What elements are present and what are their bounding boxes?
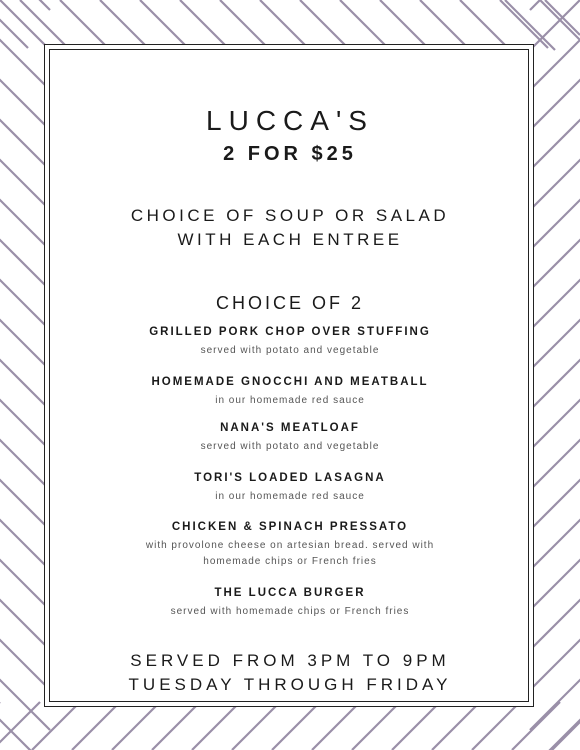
stripe [530,630,580,690]
stripe [530,70,580,130]
stripe [530,590,580,650]
menu-frame [44,44,534,707]
footer-hours: SERVED FROM 3PM TO 9PM [130,651,450,670]
stripe [0,70,50,130]
stripe [180,0,228,48]
stripe [530,230,580,290]
stripe [0,230,50,290]
stripe [0,0,50,50]
stripe [0,350,50,410]
menu-item-name: TORI'S LOADED LASAGNA [194,472,386,484]
stripe [0,630,50,690]
stripe [530,0,580,50]
stripe [530,670,580,730]
stripe [0,110,50,170]
footer-days: TUESDAY THROUGH FRIDAY [128,675,452,694]
stripe [260,0,308,48]
stripe [0,30,50,90]
stripe [512,702,560,750]
stripe [340,0,388,48]
menu-item-name: NANA'S MEATLOAF [220,422,360,434]
menu-item-name: THE LUCCA BURGER [214,587,366,599]
stripe [60,0,108,48]
stripe [112,702,160,750]
menu-item-desc: homemade chips or French fries [203,556,377,567]
menu-item-desc: served with potato and vegetable [200,441,380,452]
menu-item-desc: in our homemade red sauce [215,395,365,406]
restaurant-title: LUCCA'S [206,105,374,136]
menu-content [45,45,535,708]
stripe [530,550,580,610]
stripe [530,270,580,330]
stripe [0,470,50,530]
stripe [530,510,580,570]
menu-item-desc: served with potato and vegetable [200,345,380,356]
subtitle-line-1: CHOICE OF SOUP OR SALAD [130,206,450,225]
stripe [300,0,348,48]
stripe [100,0,148,48]
stripe [0,150,50,210]
stripe [20,0,68,48]
stripe [0,270,50,330]
stripe [530,350,580,410]
menu-item-name: GRILLED PORK CHOP OVER STUFFING [149,326,431,338]
menu-item-desc: in our homemade red sauce [215,491,365,502]
stripe [152,702,200,750]
stripe [530,310,580,370]
stripe [420,0,468,48]
menu-item-desc: served with homemade chips or French fries [170,606,410,617]
stripe [530,150,580,210]
stripe [232,702,280,750]
stripe [32,702,80,750]
stripe [192,702,240,750]
stripe [392,702,440,750]
stripe [432,702,480,750]
stripe [140,0,188,48]
stripe [0,590,50,650]
menu-item-desc: with provolone cheese on artesian bread. served with [145,540,435,551]
deal-heading: 2 FOR $25 [223,143,357,165]
menu-item-name: HOMEMADE GNOCCHI AND MEATBALL [151,376,429,388]
stripe [500,0,548,48]
stripe [352,702,400,750]
stripe [312,702,360,750]
stripe [0,310,50,370]
stripe [460,0,508,48]
stripe [380,0,428,48]
stripe [0,190,50,250]
stripe [530,470,580,530]
choice-heading: CHOICE OF 2 [215,293,364,313]
stripe [0,390,50,450]
stripe [220,0,268,48]
stripe [272,702,320,750]
stripe [530,390,580,450]
subtitle-line-2: WITH EACH ENTREE [177,230,403,249]
stripe [530,430,580,490]
stripe [530,190,580,250]
stripe [472,702,520,750]
menu-item-name: CHICKEN & SPINACH PRESSATO [171,521,409,533]
stripe [0,510,50,570]
stripe [0,670,50,730]
stripe [0,550,50,610]
stripe [72,702,120,750]
stripe [530,110,580,170]
stripe [0,430,50,490]
